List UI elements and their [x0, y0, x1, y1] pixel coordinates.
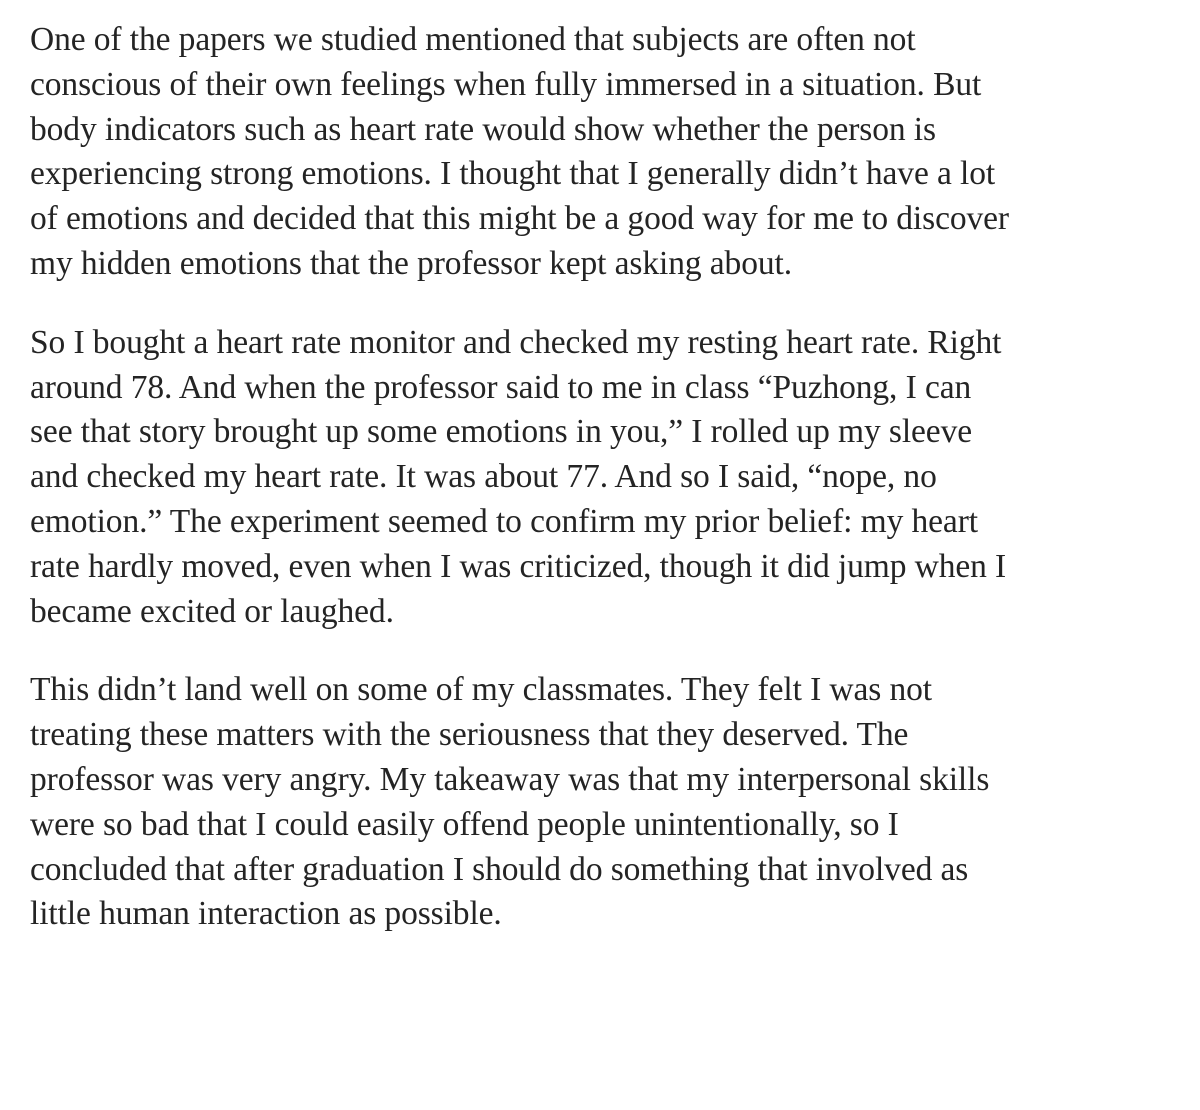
- text-line: concluded that after graduation I should do something that involved as: [30, 850, 969, 888]
- text-line: little human interaction as possible.: [30, 895, 502, 933]
- text-line: experiencing strong emotions. I thought that I generally didn’t have a lot: [30, 155, 996, 193]
- text-line: my hidden emotions that the professor kept asking about.: [30, 244, 792, 282]
- text-line: So I bought a heart rate monitor and checked my resting heart rate. Right: [30, 323, 1002, 361]
- text-line: conscious of their own feelings when fully immersed in a situation. But: [30, 65, 982, 103]
- text-line: rate hardly moved, even when I was criticized, though it did jump when I: [30, 547, 1007, 585]
- text-line: One of the papers we studied mentioned that subjects are often not: [30, 21, 916, 58]
- text-line: became excited or laughed.: [30, 592, 394, 630]
- text-line: emotion.” The experiment seemed to confirm my prior belief: my heart: [30, 502, 978, 540]
- text-line: see that story brought up some emotions in you,” I rolled up my sleeve: [30, 413, 972, 451]
- text-line: treating these matters with the seriousness that they deserved. The: [30, 716, 909, 754]
- paragraph-3: [30, 668, 1180, 937]
- text-line: This didn’t land well on some of my classmates. They felt I was not: [30, 671, 932, 709]
- text-line: around 78. And when the professor said to me in class “Puzhong, I can: [30, 368, 972, 406]
- paragraph-2: [30, 321, 1180, 635]
- text-line: professor was very angry. My takeaway was that my interpersonal skills: [30, 760, 990, 798]
- text-line: and checked my heart rate. It was about 77. And so I said, “nope, no: [30, 458, 937, 496]
- paragraph-1: [30, 18, 1180, 287]
- text-line: of emotions and decided that this might be a good way for me to discover: [30, 200, 1009, 238]
- text-line: body indicators such as heart rate would show whether the person is: [30, 110, 936, 148]
- text-line: were so bad that I could easily offend people unintentionally, so I: [30, 805, 899, 843]
